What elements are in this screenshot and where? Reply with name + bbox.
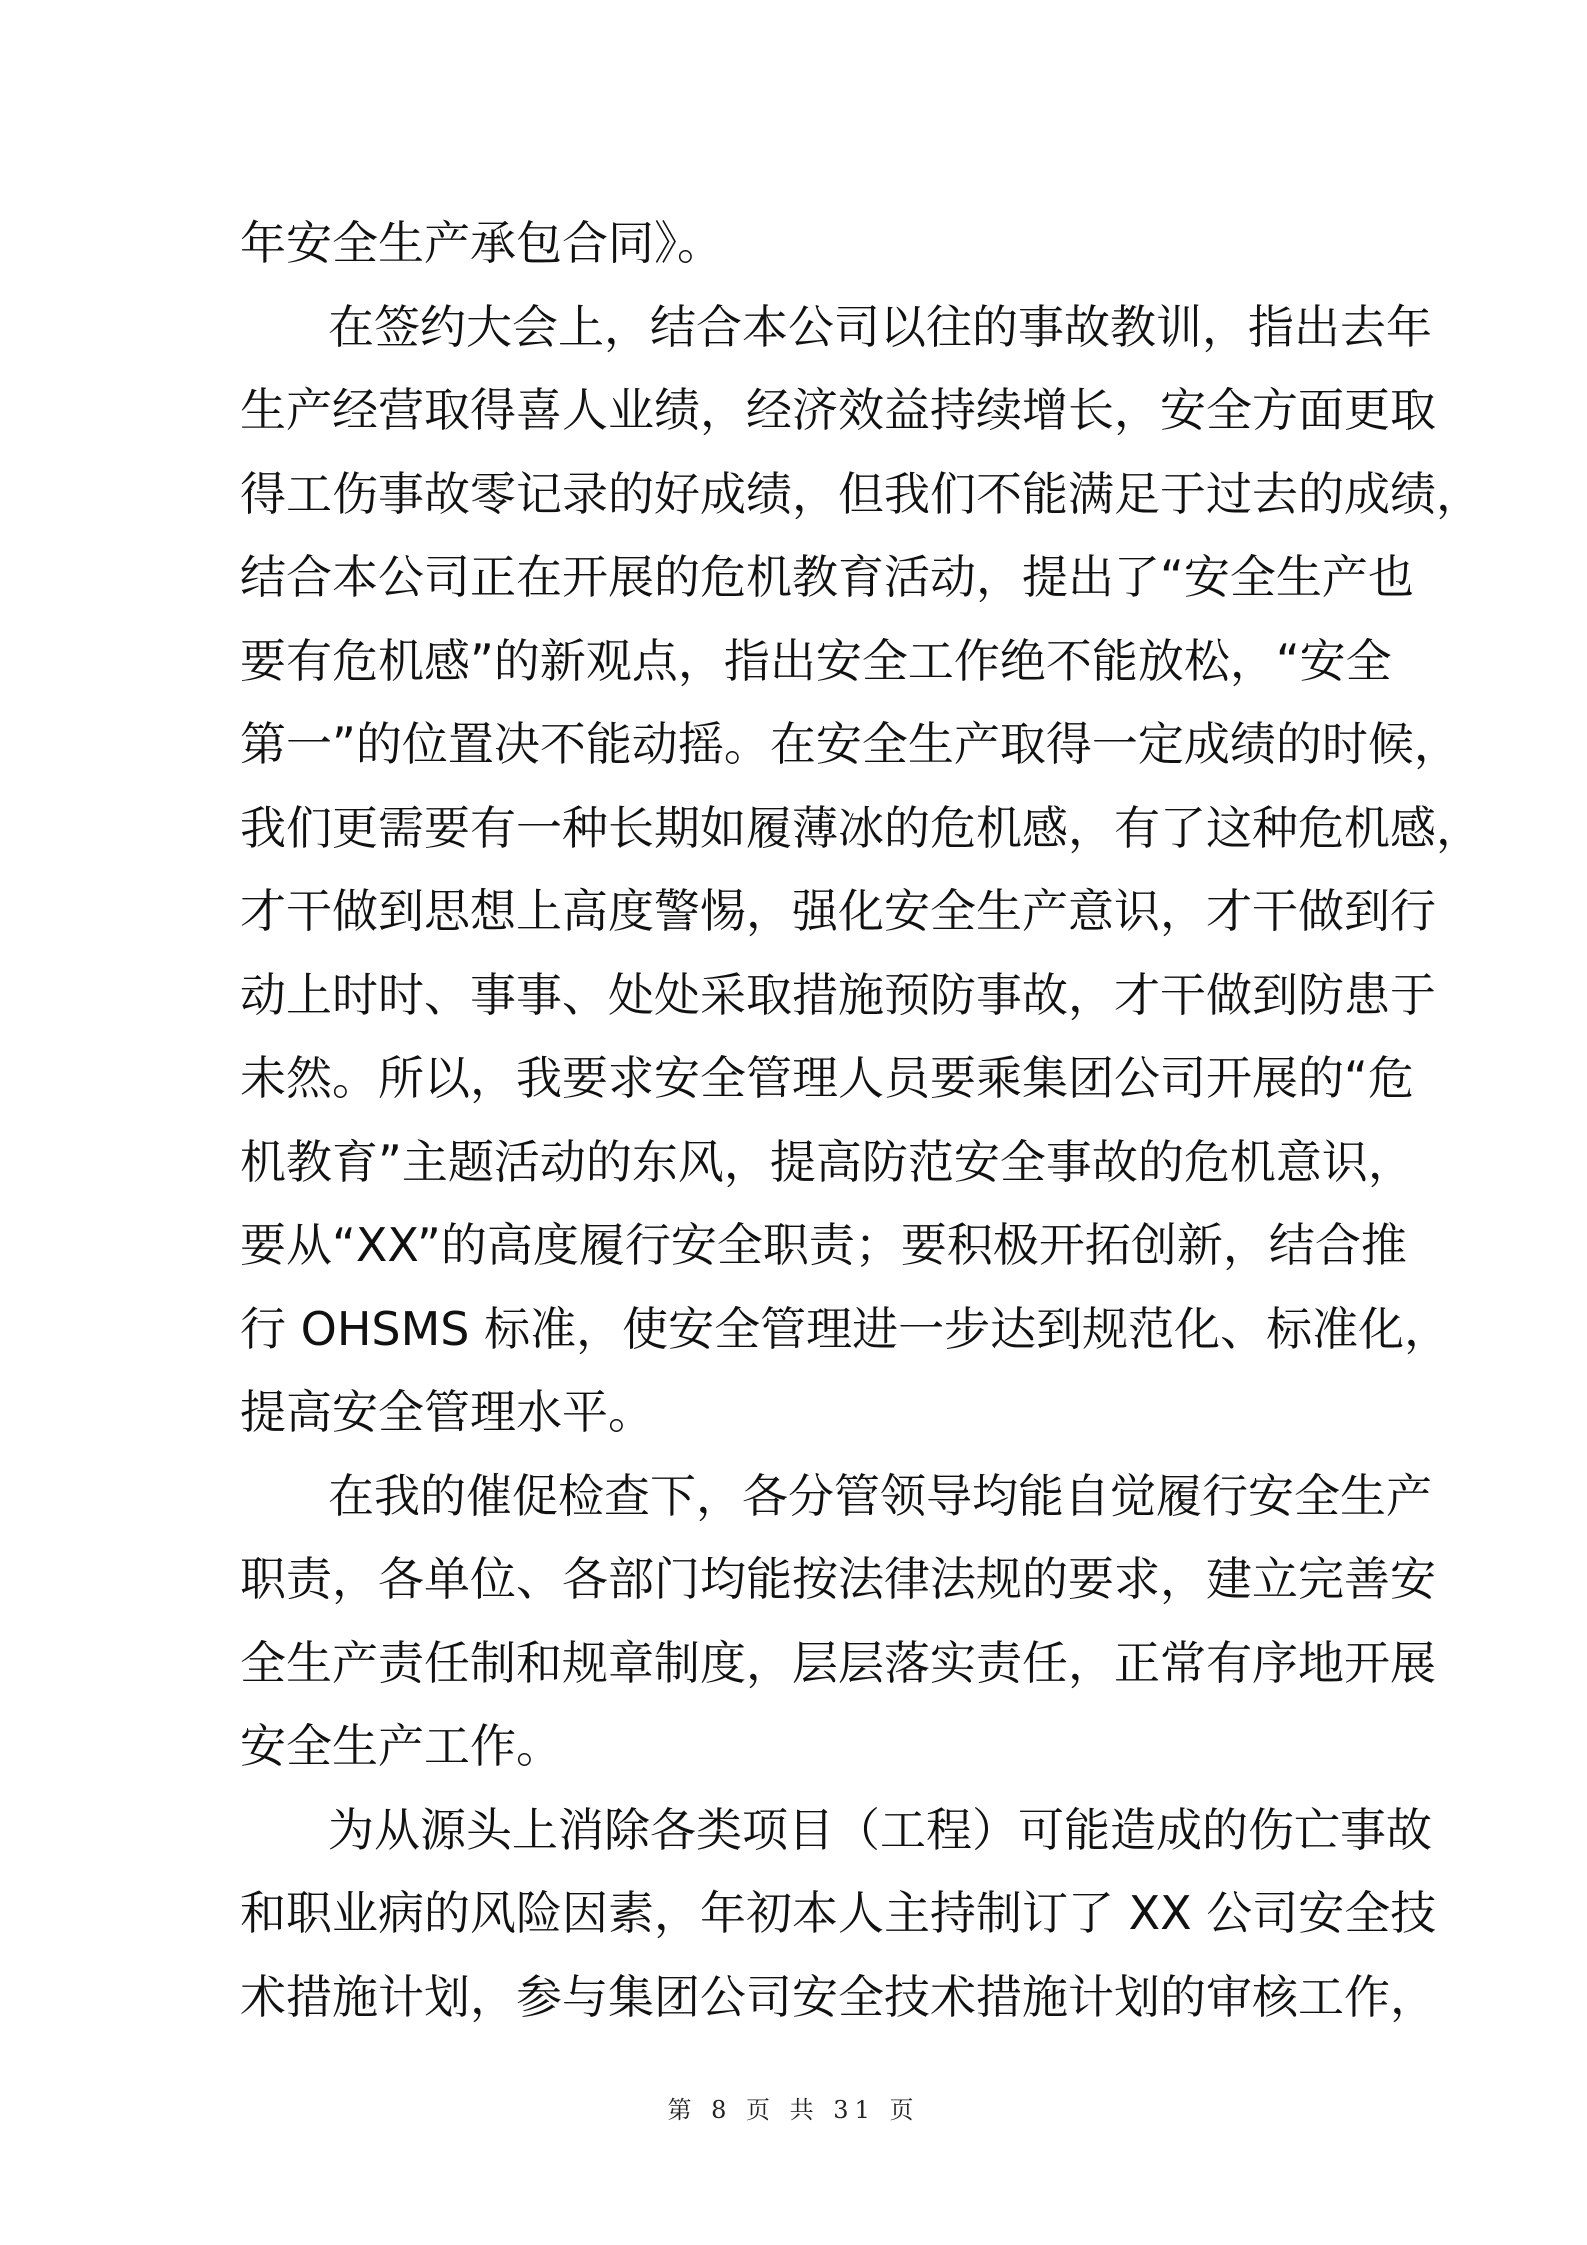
text-line: 安全生产工作。 (240, 1719, 562, 1773)
text-line: 术措施计划，参与集团公司安全技术措施计划的审核工作， (240, 1969, 1436, 2024)
text-line: 在我的催促检查下，各分管领导均能自觉履行安全生产 (328, 1468, 1432, 1523)
text-line: 才干做到思想上高度警惕，强化安全生产意识，才干做到行 (240, 884, 1436, 938)
page-number-footer: 第 8 页 共 31 页 (667, 2096, 920, 2124)
text-line: 第一”的位置决不能动摇。在安全生产取得一定成绩的时候， (240, 717, 1460, 771)
text-line: 提高安全管理水平。 (240, 1385, 654, 1439)
text-line: 要有危机感”的新观点，指出安全工作绝不能放松，“安全 (240, 633, 1392, 688)
text-line: 未然。所以，我要求安全管理人员要乘集团公司开展的“危 (240, 1051, 1414, 1105)
text-line: 年安全生产承包合同》。 (240, 216, 723, 270)
text-line: 职责，各单位、各部门均能按法律法规的要求，建立完善安 (240, 1552, 1436, 1606)
text-line: 结合本公司正在开展的危机教育活动，提出了“安全生产也 (240, 550, 1414, 604)
text-line: 生产经营取得喜人业绩，经济效益持续增长，安全方面更取 (240, 383, 1436, 437)
text-line: 动上时时、事事、处处采取措施预防事故，才干做到防患于 (240, 967, 1436, 1022)
text-line: 要从“XX”的高度履行安全职责；要积极开拓创新，结合推 (240, 1218, 1407, 1272)
text-line: 得工伤事故零记录的好成绩，但我们不能满足于过去的成绩， (240, 466, 1482, 521)
text-line: 在签约大会上，结合本公司以往的事故教训，指出去年 (328, 299, 1432, 354)
text-line: 和职业病的风险因素，年初本人主持制订了 XX 公司安全技 (240, 1886, 1437, 1940)
text-line: 全生产责任制和规章制度，层层落实责任，正常有序地开展 (240, 1635, 1436, 1690)
text-line: 机教育”主题活动的东风，提高防范安全事故的危机意识， (240, 1134, 1414, 1189)
text-line: 我们更需要有一种长期如履薄冰的危机感，有了这种危机感， (240, 800, 1482, 855)
text-line: 为从源头上消除各类项目（工程）可能造成的伤亡事故 (328, 1802, 1432, 1857)
text-line: 行 OHSMS 标准，使安全管理进一步达到规范化、标准化， (240, 1301, 1451, 1356)
body-text (240, 202, 1482, 2039)
